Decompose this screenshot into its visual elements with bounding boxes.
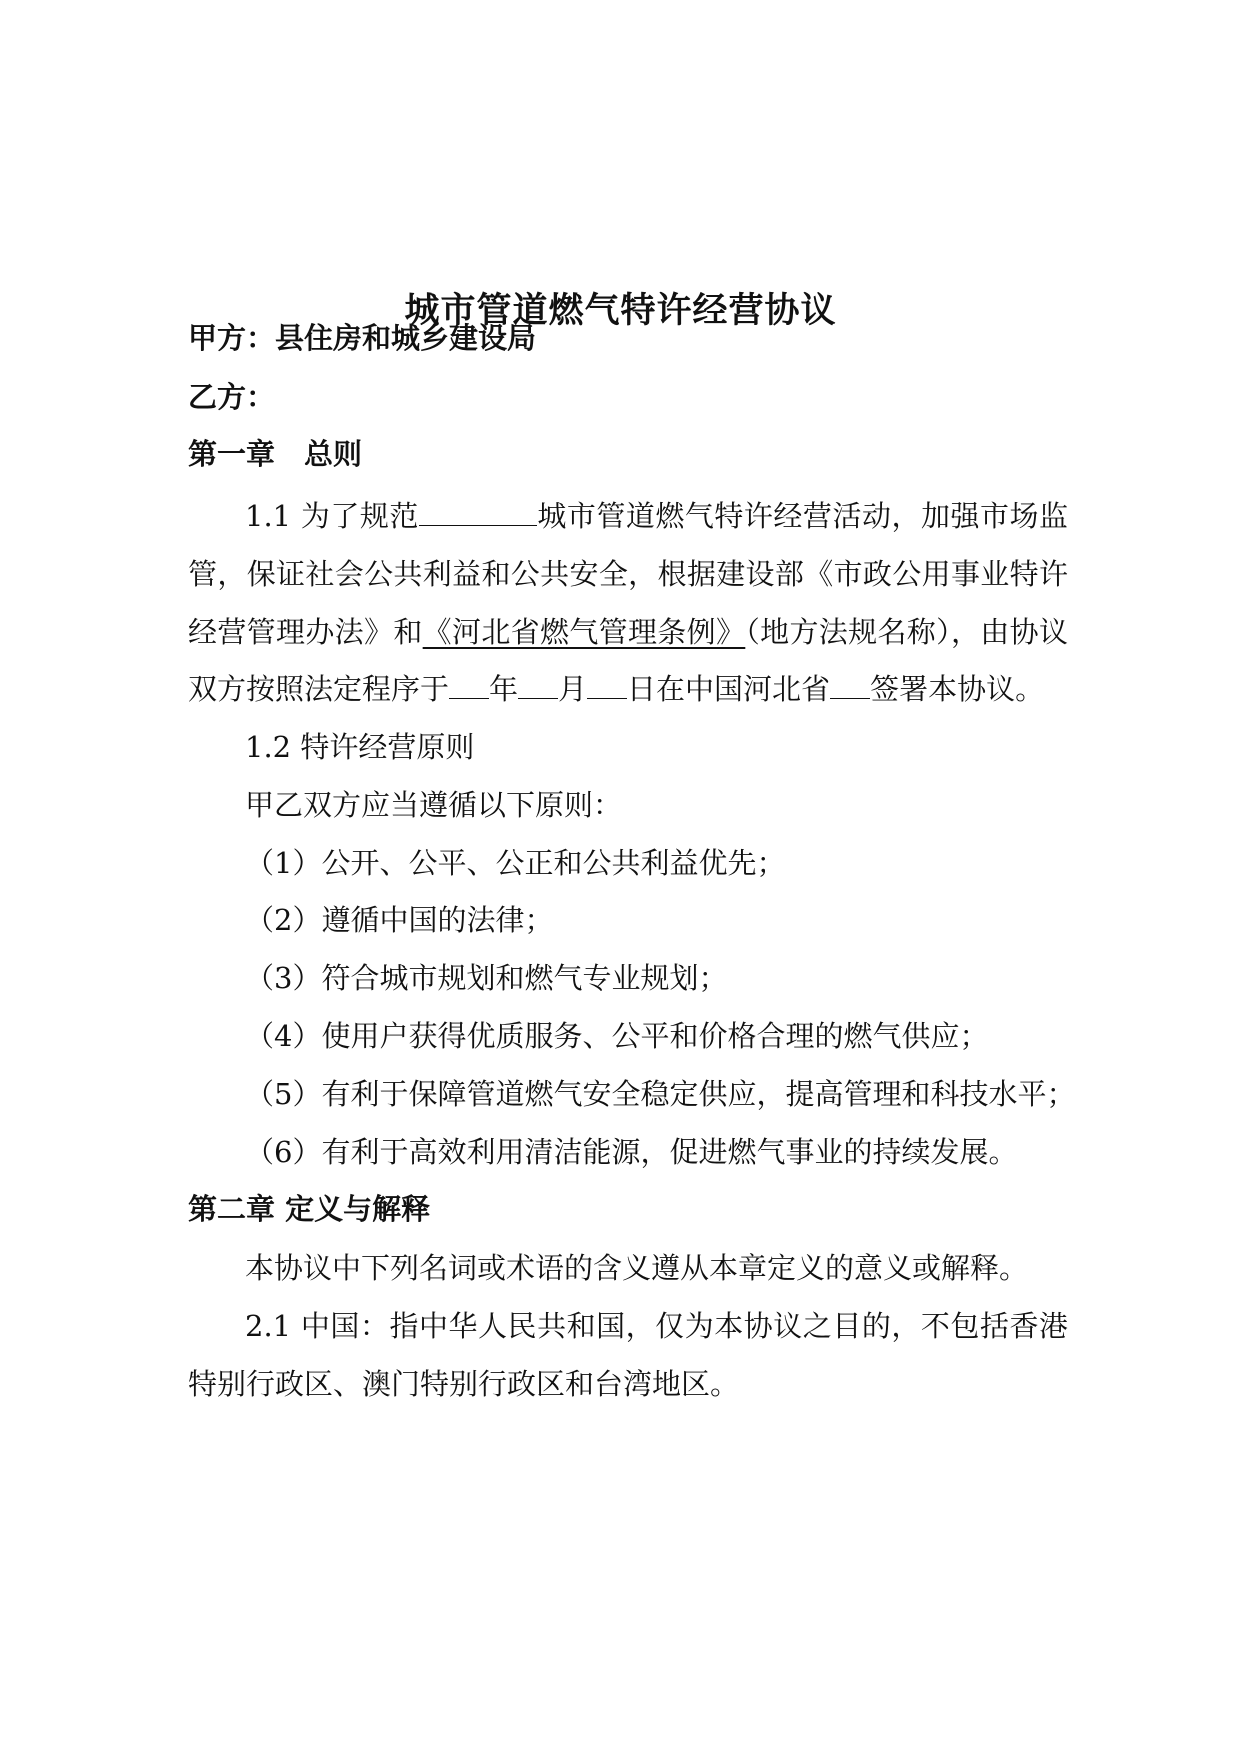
- clause-2-1-line-1: 2.1 中国：指中华人民共和国，仅为本协议之目的，不包括香港: [245, 1309, 1068, 1343]
- clause-1-2-intro: 甲乙双方应当遵循以下原则：: [245, 788, 623, 822]
- party-b: 乙方：: [188, 380, 276, 414]
- blank-month: [518, 668, 558, 699]
- chapter-1-heading: 第一章 总则: [188, 437, 363, 471]
- chapter-2-intro: 本协议中下列名词或术语的含义遵从本章定义的意义或解释。: [245, 1251, 1029, 1285]
- signing-text: 双方按照法定程序于: [188, 672, 450, 706]
- regulation-name: 《河北省燃气管理条例》: [422, 615, 746, 649]
- year-label: 年: [489, 672, 519, 706]
- document-title: 城市管道燃气特许经营协议: [404, 290, 837, 331]
- blank-year: [449, 668, 489, 699]
- clause-1-1-text-a: 经营管理办法》和: [188, 615, 423, 649]
- clause-1-1-text: 城市管道燃气特许经营活动，加强市场监: [536, 499, 1068, 533]
- clause-1-1-line-2: 管，保证社会公共利益和公共安全，根据建设部《市政公用事业特许: [188, 557, 1068, 591]
- month-label: 月: [558, 672, 588, 706]
- principle-item: （1）公开、公平、公正和公共利益优先；: [245, 846, 786, 880]
- chapter-2-heading: 第二章 定义与解释: [188, 1192, 431, 1226]
- principle-item: （6）有利于高效利用清洁能源，促进燃气事业的持续发展。: [245, 1135, 1018, 1169]
- clause-1-2-title: 1.2 特许经营原则: [245, 730, 475, 764]
- principle-item: （4）使用户获得优质服务、公平和价格合理的燃气供应；: [245, 1019, 989, 1053]
- blank-city-name: [419, 495, 537, 526]
- clause-1-1-line-4: [188, 667, 1068, 711]
- principle-item: （5）有利于保障管道燃气安全稳定供应，提高管理和科技水平；: [245, 1077, 1076, 1111]
- clause-1-1-number: 1.1 为了规范: [245, 499, 419, 533]
- clause-2-1-line-2: 特别行政区、澳门特别行政区和台湾地区。: [188, 1367, 740, 1401]
- clause-1-1-line-1: [245, 494, 1068, 538]
- clause-1-1-text-b: （地方法规名称），由协议: [745, 615, 1068, 649]
- principle-item: （2）遵循中国的法律；: [245, 903, 554, 937]
- blank-location: [830, 668, 870, 699]
- blank-day: [587, 668, 627, 699]
- party-a: 甲方：县住房和城乡建设局: [188, 321, 537, 355]
- signing-end: 签署本协议。: [870, 672, 1045, 706]
- day-location-label: 日在中国河北省: [627, 672, 831, 706]
- principle-item: （3）符合城市规划和燃气专业规划；: [245, 961, 728, 995]
- clause-1-1-line-3: [188, 610, 1068, 654]
